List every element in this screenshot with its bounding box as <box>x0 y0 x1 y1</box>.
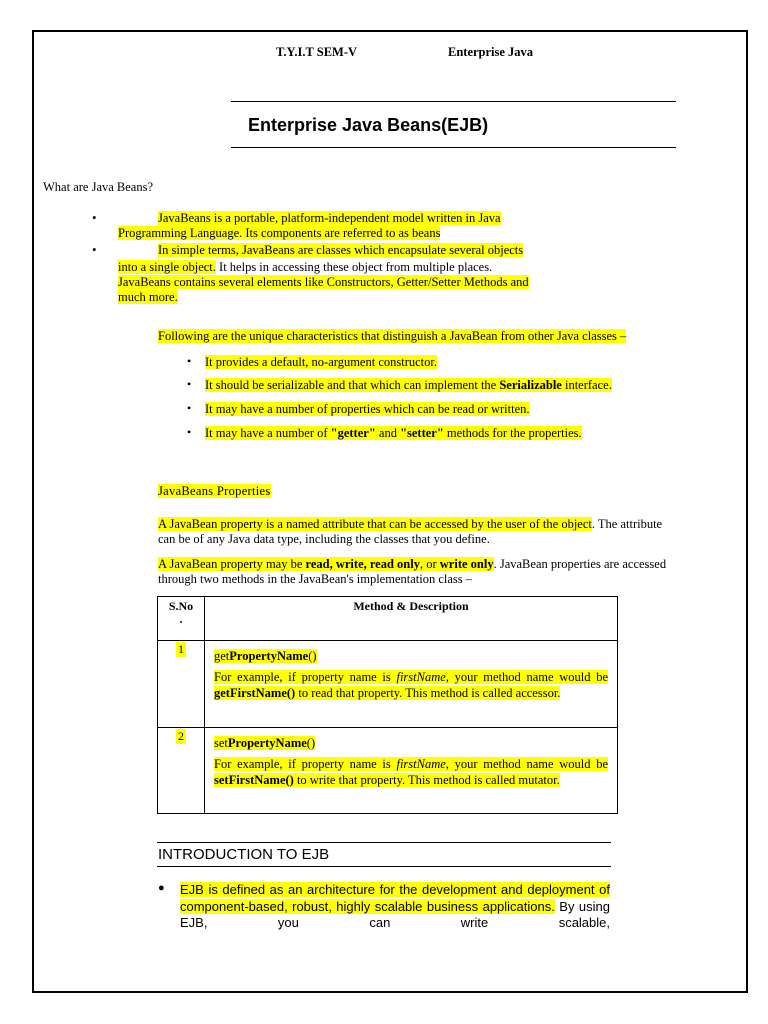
bullet-2-line-2: into a single object. It helps in accessing these object from multiple places. <box>118 260 493 274</box>
header-subject: Enterprise Java <box>448 45 534 59</box>
table-row <box>158 728 618 814</box>
header-cell-method: Method & Description <box>205 597 618 641</box>
bullet-2-line-1: In simple terms, JavaBeans are classes which encapsulate several objects <box>158 243 524 257</box>
characteristic-3: It may have a number of properties which can be read or written. <box>205 402 530 416</box>
table-header-row <box>158 597 618 641</box>
characteristic-2: It should be serializable and that which can implement the Serializable interface. <box>205 378 612 392</box>
title-bottom-rule <box>231 147 676 148</box>
characteristics-intro: Following are the unique characteristics that distinguish a JavaBean from other Java classes – <box>158 329 627 343</box>
properties-para-1-line-1: A JavaBean property is a named attribute that can be accessed by the user of the object. The attribute <box>158 517 663 531</box>
row-number-cell: 2 <box>158 728 205 814</box>
page-title: Enterprise Java Beans(EJB) <box>248 115 489 135</box>
ejb-heading: INTRODUCTION TO EJB <box>158 846 330 863</box>
ejb-top-rule <box>157 842 611 843</box>
bullet-dot: • <box>187 354 192 368</box>
ejb-paragraph: EJB is defined as an architecture for the development and deployment of component-based, robust, highly scalable business applications. By using EJB, you can write scalable, <box>180 882 610 930</box>
bullet-1-line-2: Programming Language. Its components are referred to as beans <box>118 226 441 240</box>
properties-heading: JavaBeans Properties <box>158 484 271 498</box>
bullet-dot: • <box>92 242 97 257</box>
method-description: For example, if property name is firstName, your method name would be setFirstName() to write that property. This method is called mutator. <box>214 757 608 787</box>
header-cell-sno: S.No . <box>158 597 205 641</box>
bullet-1-line-1: JavaBeans is a portable, platform-independent model written in Java <box>158 211 501 225</box>
row-number-cell: 1 <box>158 641 205 728</box>
bullet-2-line-4: much more. <box>118 290 178 304</box>
method-cell <box>205 641 618 728</box>
properties-para-2-line-1: A JavaBean property may be read, write, read only, or write only. JavaBean properties are accessed <box>158 557 667 571</box>
bullet-2-line-3: JavaBeans contains several elements like Constructors, Getter/Setter Methods and <box>118 275 529 289</box>
header-course: T.Y.I.T SEM-V <box>276 45 358 59</box>
method-name: getPropertyName() <box>214 649 317 663</box>
bullet-dot: • <box>92 210 97 225</box>
title-top-rule <box>231 101 676 102</box>
properties-para-1-line-2: can be of any Java data type, including the classes that you define. <box>158 532 490 546</box>
characteristic-4: It may have a number of "getter" and "setter" methods for the properties. <box>205 426 582 440</box>
method-name: setPropertyName() <box>214 736 316 750</box>
ejb-bottom-rule <box>157 866 611 867</box>
methods-table <box>157 596 618 814</box>
table-row <box>158 641 618 728</box>
characteristic-1: It provides a default, no-argument constructor. <box>205 355 437 369</box>
ejb-bullet-dot: ● <box>158 882 165 894</box>
question-heading: What are Java Beans? <box>43 180 154 194</box>
method-description: For example, if property name is firstName, your method name would be getFirstName() to read that property. This method is called accessor. <box>214 670 608 700</box>
bullet-dot: • <box>187 401 192 415</box>
method-cell <box>205 728 618 814</box>
bullet-dot: • <box>187 425 192 439</box>
bullet-dot: • <box>187 377 192 391</box>
page-border <box>32 30 748 993</box>
properties-para-2-line-2: through two methods in the JavaBean's implementation class – <box>158 572 473 586</box>
